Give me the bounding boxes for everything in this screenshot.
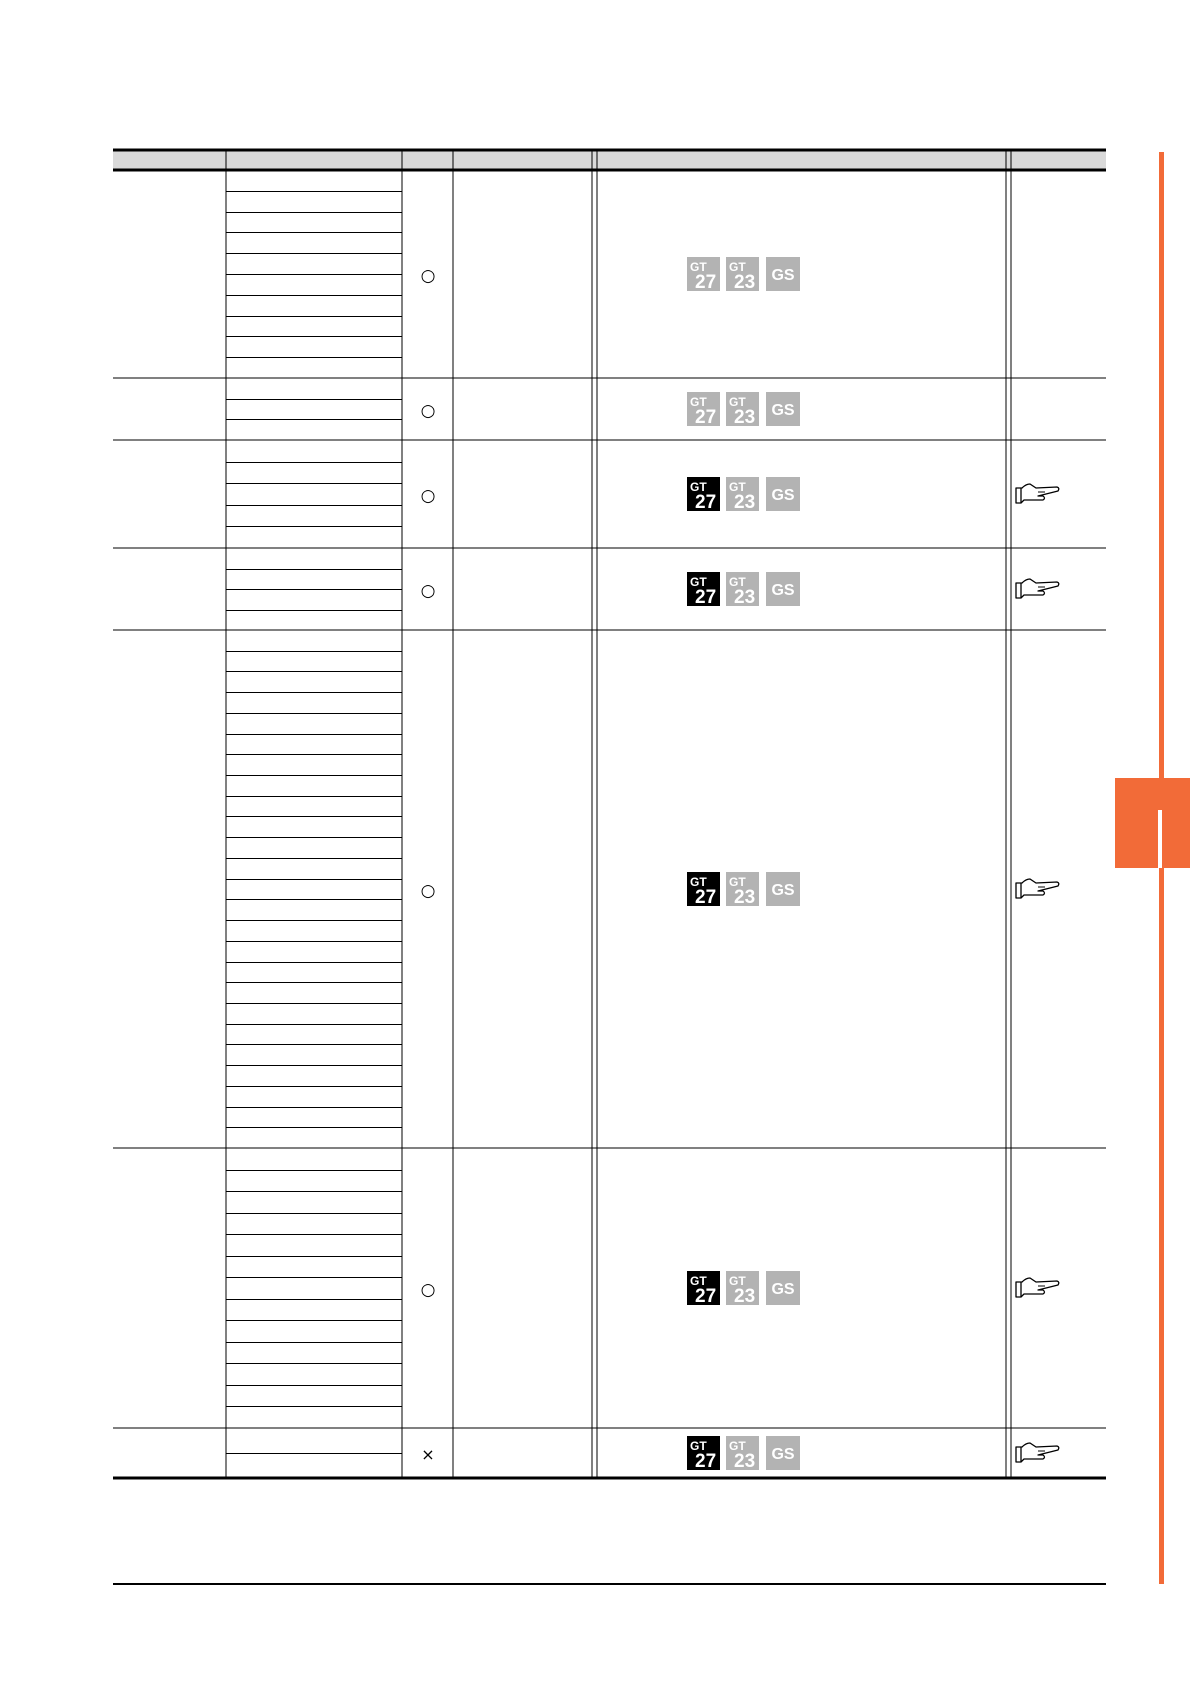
badge-gt27-label-top: GT xyxy=(690,875,707,889)
badge-gt23-label-top: GT xyxy=(729,1274,746,1288)
badge-gt27-label-top: GT xyxy=(690,480,707,494)
badge-gs-label: GS xyxy=(771,582,795,599)
badge-gs-label: GS xyxy=(771,1281,795,1298)
badge-gt23-label-top: GT xyxy=(729,1439,746,1453)
pointing-hand-icon xyxy=(1016,1443,1059,1462)
availability-mark: ○ xyxy=(420,881,436,901)
badge-gt27-label-top: GT xyxy=(690,260,707,274)
badge-gt27-label-bottom: 27 xyxy=(695,407,717,428)
pointing-hand-icon xyxy=(1016,484,1059,503)
badge-gt27-label-bottom: 27 xyxy=(695,272,717,293)
badge-gt27-label-top: GT xyxy=(690,1274,707,1288)
badge-gt27-label-top: GT xyxy=(690,395,707,409)
badge-gt23-label-top: GT xyxy=(729,875,746,889)
badge-gs-label: GS xyxy=(771,267,795,284)
availability-mark: ○ xyxy=(420,1280,436,1300)
badge-gt23-label-bottom: 23 xyxy=(734,887,756,908)
badge-gt23-label-top: GT xyxy=(729,260,746,274)
badge-gt27-label-bottom: 27 xyxy=(695,587,717,608)
badge-gt27-label-top: GT xyxy=(690,575,707,589)
badge-gt27-label-bottom: 27 xyxy=(695,1286,717,1307)
availability-mark: ○ xyxy=(420,581,436,601)
badge-gt23-label-top: GT xyxy=(729,575,746,589)
badge-gt23-label-bottom: 23 xyxy=(734,407,756,428)
availability-mark: ○ xyxy=(420,401,436,421)
availability-mark: ○ xyxy=(420,486,436,506)
pointing-hand-icon xyxy=(1016,579,1059,598)
badge-gt23-label-bottom: 23 xyxy=(734,587,756,608)
pointing-hand-icon xyxy=(1016,1278,1059,1297)
table-header-band xyxy=(113,150,1106,170)
pointing-hand-icon xyxy=(1016,879,1059,898)
badge-gt23-label-top: GT xyxy=(729,395,746,409)
badge-gt23-label-bottom: 23 xyxy=(734,272,756,293)
badge-gt23-label-top: GT xyxy=(729,480,746,494)
badge-gt27-label-bottom: 27 xyxy=(695,887,717,908)
availability-mark: × xyxy=(421,1445,435,1464)
badge-gs-label: GS xyxy=(771,487,795,504)
badge-gs-label: GS xyxy=(771,882,795,899)
badge-gt27-label-bottom: 27 xyxy=(695,1451,717,1472)
badge-gt23-label-bottom: 23 xyxy=(734,492,756,513)
footer-rule xyxy=(113,1583,1106,1585)
badge-gt27-label-bottom: 27 xyxy=(695,492,717,513)
badge-gt27-label-top: GT xyxy=(690,1439,707,1453)
badge-gs-label: GS xyxy=(771,1446,795,1463)
availability-mark: ○ xyxy=(420,266,436,286)
badge-gt23-label-bottom: 23 xyxy=(734,1286,756,1307)
badge-gs-label: GS xyxy=(771,402,795,419)
badge-gt23-label-bottom: 23 xyxy=(734,1451,756,1472)
